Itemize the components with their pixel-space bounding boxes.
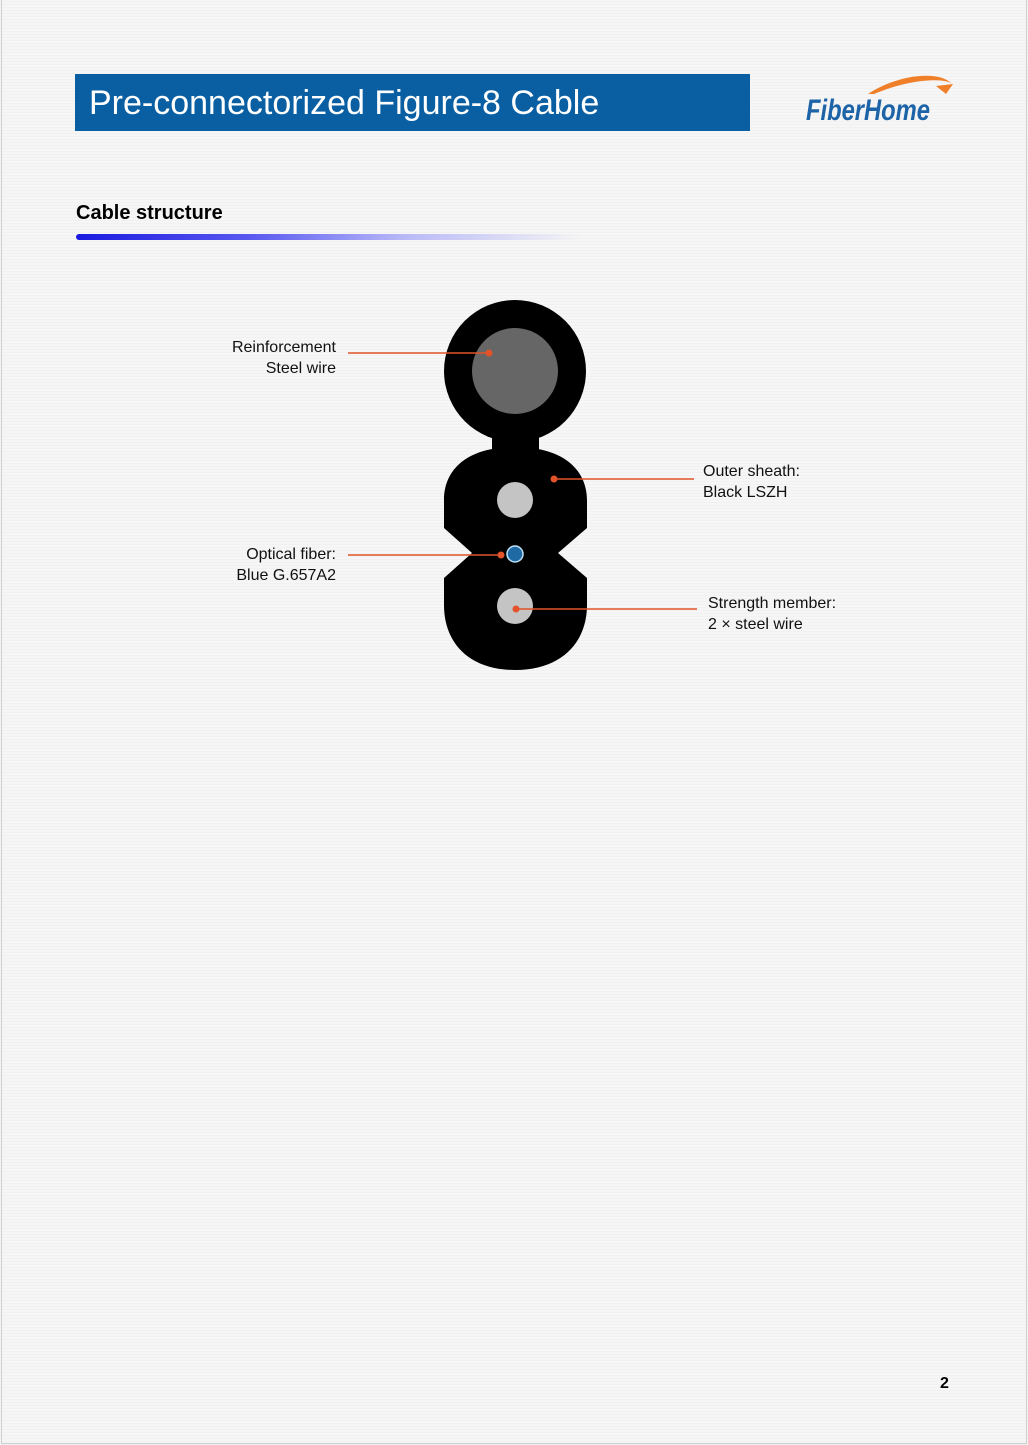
label-reinforcement-line2: Steel wire: [265, 360, 336, 377]
label-outer-sheath: [703, 461, 800, 503]
label-optical-fiber-line2: Blue G.657A2: [236, 567, 336, 584]
leader-dot-outer-sheath: [551, 476, 558, 483]
logo-wordmark: FiberHome: [806, 94, 930, 127]
label-outer-sheath-line1: Outer sheath:: [703, 463, 800, 480]
leader-dot-strength-member: [513, 606, 520, 613]
label-outer-sheath-line2: Black LSZH: [703, 484, 788, 501]
label-strength-member-line2: 2 × steel wire: [708, 616, 803, 633]
strength-member-wire-top: [497, 482, 533, 518]
label-reinforcement: [232, 337, 336, 379]
optical-fiber: [507, 546, 523, 562]
page-number: 2: [940, 1375, 949, 1392]
label-strength-member: [708, 593, 836, 635]
section-heading: Cable structure: [76, 202, 223, 224]
label-optical-fiber: [236, 544, 336, 586]
label-strength-member-line1: Strength member:: [708, 595, 837, 612]
leader-dot-optical-fiber: [498, 552, 505, 559]
page-title: Pre-connectorized Figure-8 Cable: [89, 84, 600, 122]
label-reinforcement-line1: Reinforcement: [231, 339, 336, 356]
label-optical-fiber-line1: Optical fiber:: [246, 546, 336, 563]
reinforcement-steel-wire: [472, 328, 558, 414]
leader-dot-reinforcement: [486, 350, 493, 357]
